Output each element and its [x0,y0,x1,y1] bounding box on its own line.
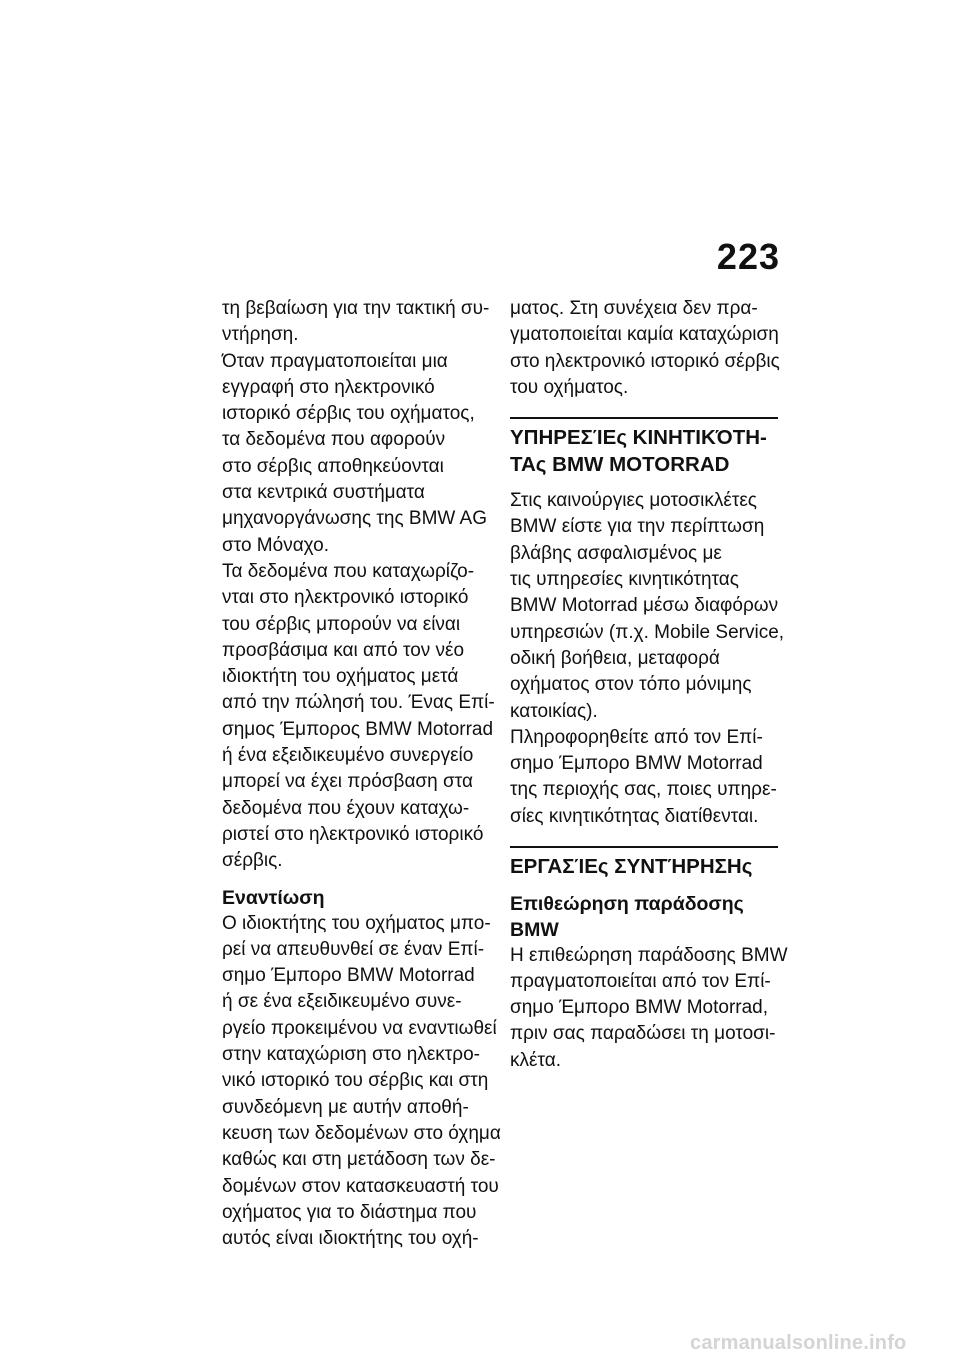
right-column [510,296,788,1074]
objection-paragraph [222,911,501,1253]
text-line: στα κεντρικά συστήματα [222,482,425,504]
text-line: συνδεόμενη με αυτήν αποθή- [222,1096,469,1118]
objection-heading: Εναντίωση [222,886,325,909]
text-line: Όταν πραγματοποιείται μια [222,350,448,372]
text-line: του σέρβις μπορούν να είναι [222,613,461,635]
text-line: σίες κινητικότητας διατίθενται. [510,805,759,827]
text-line: στο σέρβις αποθηκεύονται [222,455,444,477]
text-line: οχήματος στον τόπο μόνιμης [510,674,752,696]
text-line: σέρβις. [222,850,283,872]
text-line: ή ένα εξειδικευμένο συνεργείο [222,745,474,767]
text-line: οδική βοήθεια, μεταφορά [510,647,720,669]
text-line: BMW Motorrad μέσω διαφόρων [510,595,779,617]
text-line: τη βεβαίωση για την τακτική συ- [222,298,490,319]
text-line: του οχήματος. [510,376,629,398]
text-line: τα δεδομένα που αφορούν [222,429,446,451]
text-line: τις υπηρεσίες κινητικότητας [510,569,739,591]
text-line: οχήματος για το διάστημα που [222,1201,477,1223]
text-line: ντήρηση. [222,324,299,346]
text-line: Στις καινούργιες μοτοσικλέτες [510,490,757,512]
text-line: σημο Έμπορο BMW Motorrad, [510,997,769,1019]
text-line: πραγματοποιείται από τον Επί- [510,970,771,992]
intro-paragraph [222,296,495,875]
text-line: BMW είστε για την περίπτωση [510,516,765,538]
text-line: υπηρεσιών (π.χ. Mobile Service, [510,621,785,643]
text-line: πριν σας παραδώσει τη μοτοσι- [510,1023,776,1045]
mobility-section-body [510,488,785,830]
text-line: Τα δεδομένα που καταχωρίζο- [222,560,475,582]
text-line: στο ηλεκτρονικό ιστορικό σέρβις [510,350,780,372]
text-line: σημο Έμπορο BMW Motorrad [510,753,763,775]
watermark: carmanualsonline.info [690,1332,907,1354]
text-line: νικό ιστορικό του σέρβις και στη [222,1070,489,1092]
text-line: ιστορικό σέρβις του οχήματος, [222,403,475,425]
maintenance-section-title [510,854,778,881]
text-line: ρεί να απευθυνθεί σε έναν Επί- [222,938,485,960]
text-line: της περιοχής σας, ποιες υπηρε- [510,779,777,801]
page-number: 223 [716,236,780,277]
text-line: αυτός είναι ιδιοκτήτης του οχή- [222,1228,479,1250]
text-line: ΤΑς BMW MOTORRAD [510,452,730,476]
text-line: Επιθεώρηση παράδοσης [510,892,744,915]
text-line: κατοικίας). [510,700,598,722]
text-line: κλέτα. [510,1049,561,1071]
text-line: μηχανοργάνωσης της BMW AG [222,508,488,530]
text-line: δεδομένα που έχουν καταχω- [222,797,470,819]
text-line: νται στο ηλεκτρονικό ιστορικό [222,587,469,609]
text-line: γματοποιείται καμία καταχώριση [510,324,779,346]
text-line: BMW [510,918,559,941]
text-line: σημος Έμπορος BMW Motorrad [222,718,494,740]
text-line: ματος. Στη συνέχεια δεν πρα- [510,298,758,319]
text-line: ΕΡΓΑΣΊΕς ΣΥΝΤΉΡΗΣΗς [510,855,753,879]
mobility-section-title [510,425,778,478]
delivery-inspection-heading [510,891,778,943]
text-line: προσβάσιμα και από τον νέο [222,639,465,661]
text-line: εγγραφή στο ηλεκτρονικό [222,376,435,398]
text-line: Πληροφορηθείτε από τον Επί- [510,726,763,748]
text-line: μπορεί να έχει πρόσβαση στα [222,771,473,793]
text-line: ριστεί στο ηλεκτρονικό ιστορικό [222,823,484,845]
text-line: κευση των δεδομένων στο όχημα [222,1122,501,1144]
text-line: βλάβης ασφαλισμένος με [510,542,722,564]
left-column [222,296,501,1252]
text-line: σημο Έμπορο BMW Motorrad [222,965,475,987]
text-line: ργείο προκειμένου να εναντιωθεί [222,1017,497,1039]
text-line: ιδιοκτήτη του οχήματος μετά [222,666,459,688]
text-line: Ο ιδιοκτήτης του οχήματος μπο- [222,912,491,934]
maintenance-section [510,846,788,1074]
text-line: Η επιθεώρηση παράδοσης BMW [510,944,788,966]
text-line: ΥΠΗΡΕΣΊΕς ΚΙΝΗΤΙΚΌΤΗ- [510,426,767,450]
text-line: από την πώλησή του. Ένας Επί- [222,692,495,714]
text-line: στο Μόναχο. [222,534,329,556]
continuation-paragraph [510,296,778,401]
text-line: ή σε ένα εξειδικευμένο συνε- [222,991,462,1013]
text-line: στην καταχώριση στο ηλεκτρο- [222,1044,481,1066]
delivery-inspection-body [510,943,788,1074]
text-line: καθώς και στη μετάδοση των δε- [222,1149,496,1171]
text-line: δομένων στον κατασκευαστή του [222,1175,499,1197]
mobility-section [510,417,785,830]
